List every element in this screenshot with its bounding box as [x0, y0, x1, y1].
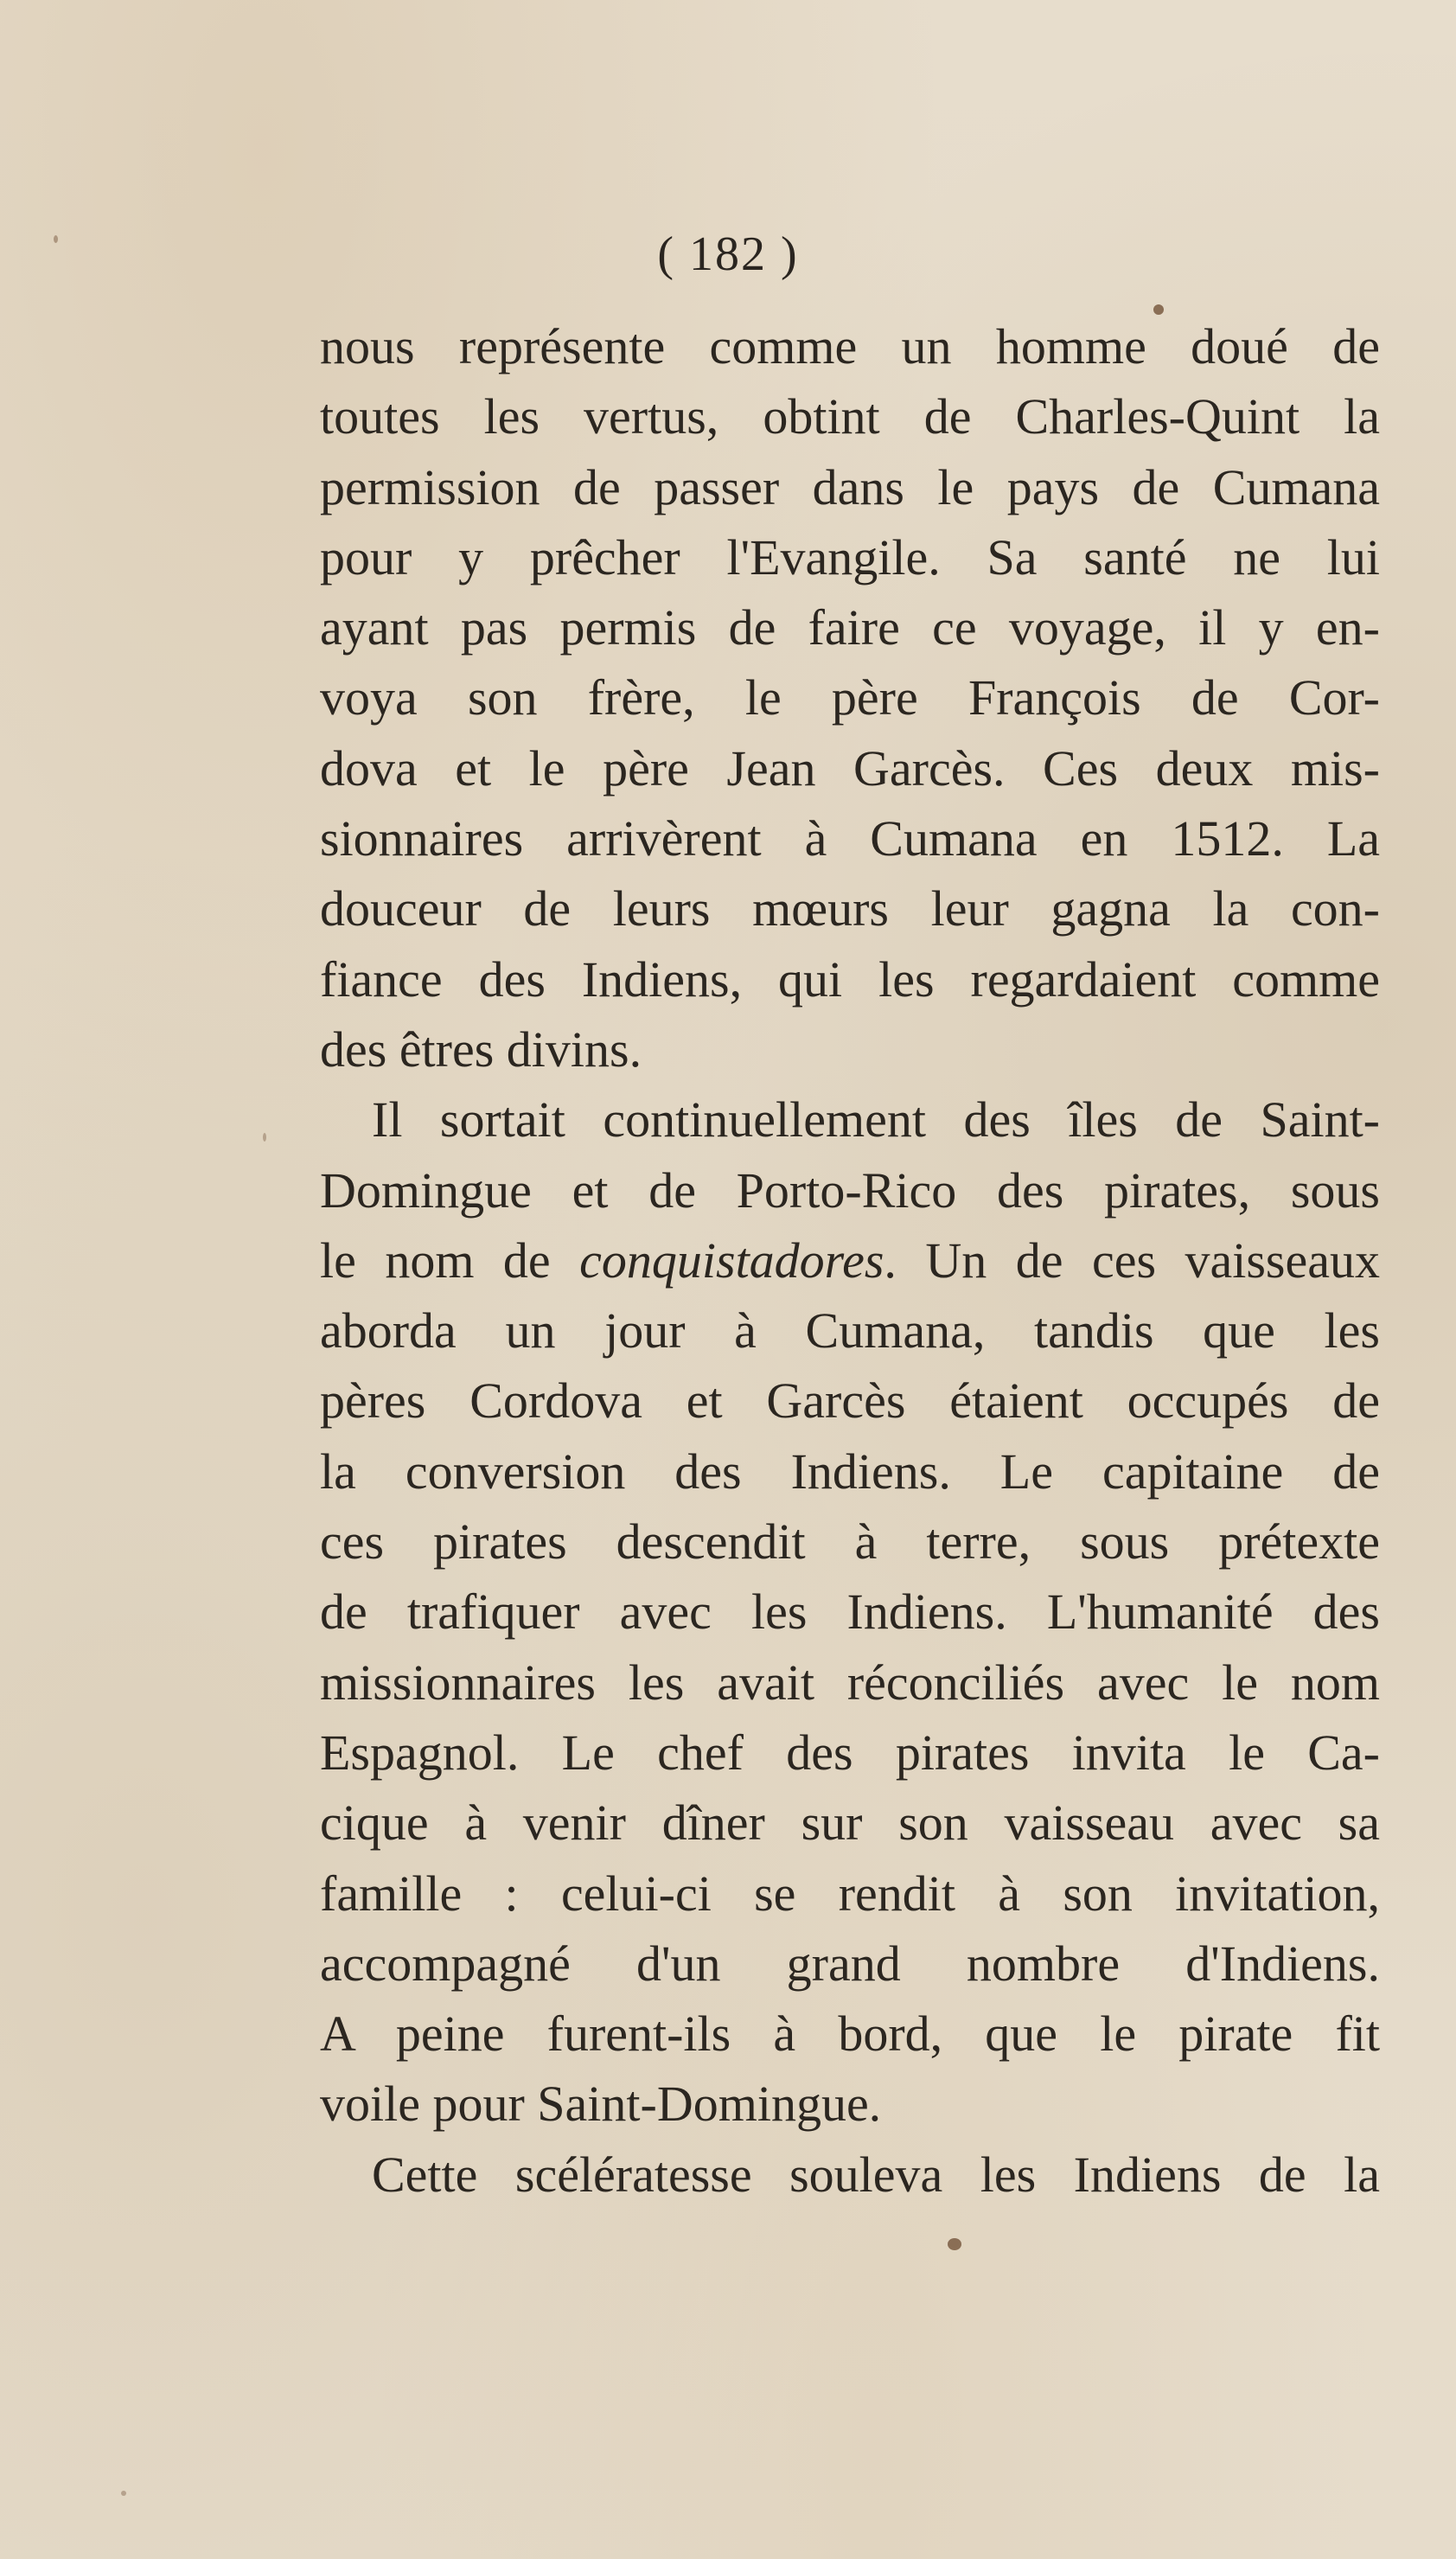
- line-segment: . Un de ces vaisseaux: [884, 1232, 1380, 1289]
- paragraph-end-line: des êtres divins.: [320, 1020, 642, 1078]
- paper-speck: [1153, 304, 1164, 315]
- paragraph-start-line: Il sortait continuellement des îles de Saint-: [372, 1091, 1380, 1148]
- paragraph-start-line: Cette scélératesse souleva les Indiens de la: [372, 2146, 1380, 2203]
- line-segment: le nom de: [320, 1232, 580, 1289]
- text-line: accompagné d'un grand nombre d'Indiens.: [320, 1935, 1380, 1992]
- text-line: Espagnol. Le chef des pirates invita le Ca-: [320, 1724, 1380, 1781]
- paragraph-end-line: voile pour Saint-Domingue.: [320, 2076, 882, 2133]
- text-line: nous représente comme un homme doué de: [320, 318, 1380, 374]
- text-line: cique à venir dîner sur son vaisseau avec sa: [320, 1794, 1380, 1852]
- text-line-with-italic: [320, 1225, 1380, 1295]
- text-line: ayant pas permis de faire ce voyage, il y en-: [320, 599, 1380, 656]
- text-line: ces pirates descendit à terre, sous prétexte: [320, 1513, 1380, 1571]
- text-line: sionnaires arrivèrent à Cumana en 1512. La: [320, 810, 1380, 867]
- text-line: famille : celui-ci se rendit à son invitation,: [320, 1865, 1380, 1922]
- italic-term: conquistadores: [579, 1232, 884, 1289]
- text-line: toutes les vertus, obtint de Charles-Quint la: [320, 388, 1380, 445]
- text-line: aborda un jour à Cumana, tandis que les: [320, 1302, 1380, 1359]
- text-line: Domingue et de Porto-Rico des pirates, sous: [320, 1161, 1380, 1219]
- body-text: [320, 311, 1380, 2210]
- paper-speck: [54, 235, 58, 243]
- text-line: A peine furent-ils à bord, que le pirate fit: [320, 2006, 1380, 2063]
- text-line: de trafiquer avec les Indiens. L'humanité des: [320, 1583, 1380, 1641]
- page-number: ( 182 ): [657, 227, 799, 281]
- text-line: permission de passer dans le pays de Cumana: [320, 458, 1380, 515]
- paper-speck: [263, 1133, 266, 1142]
- paper-speck: [948, 2238, 961, 2250]
- text-line: pères Cordova et Garcès étaient occupés de: [320, 1372, 1380, 1430]
- text-line: la conversion des Indiens. Le capitaine de: [320, 1443, 1380, 1500]
- text-line: missionnaires les avait réconciliés avec le nom: [320, 1654, 1380, 1711]
- text-line: voya son frère, le père François de Cor-: [320, 669, 1380, 726]
- text-line: dova et le père Jean Garcès. Ces deux mis-: [320, 739, 1380, 796]
- text-line: fiance des Indiens, qui les regardaient comme: [320, 950, 1380, 1008]
- paper-speck: [121, 2491, 126, 2496]
- text-line: pour y prêcher l'Evangile. Sa santé ne lui: [320, 528, 1380, 585]
- text-line: douceur de leurs mœurs leur gagna la con-: [320, 880, 1380, 937]
